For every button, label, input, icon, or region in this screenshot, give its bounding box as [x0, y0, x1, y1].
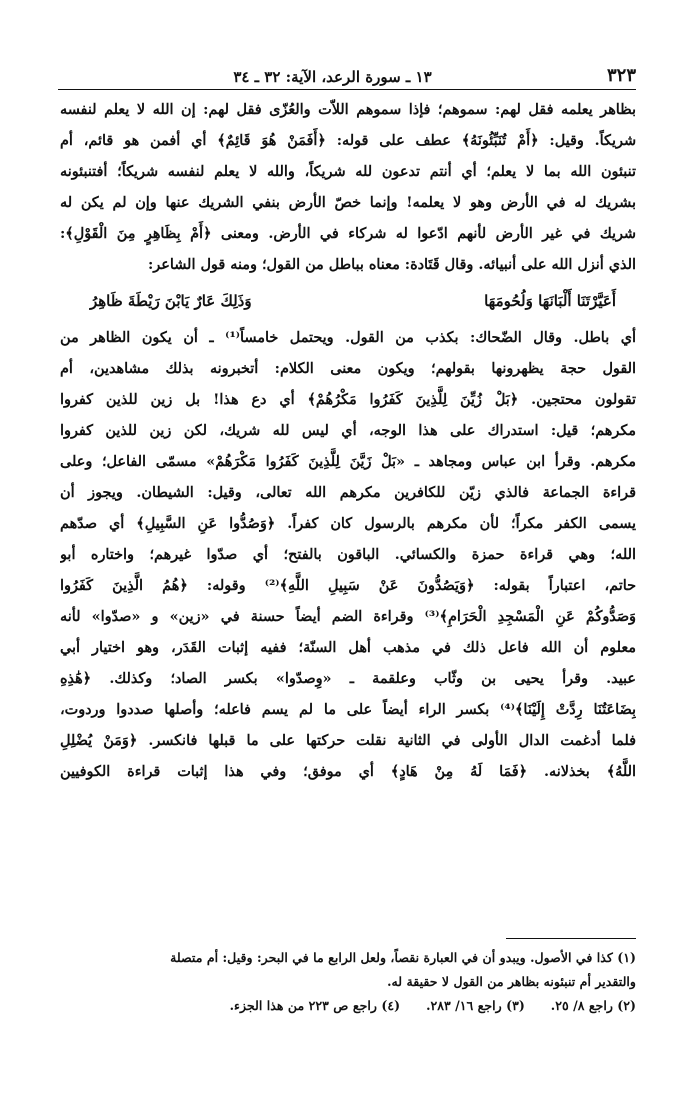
footnote-1: (١) كذا في الأصول. ويبدو أن في العبارة نقصاً، ولعل الرابع ما في البحر: وقيل: أم متصلة — [170, 950, 636, 965]
text-line: أي باطل. وقال الضّحاك: بكذب من القول. ويحتمل خامساً⁽¹⁾ ـ أن يكون الظاهر من — [60, 329, 636, 346]
text-line: الله؛ وهي قراءة حمزة والكسائي. الباقون بالفتح؛ أي صدّوا غيرهم؛ واختاره أبو — [60, 546, 636, 563]
verse-second-hemistich: وَذَلِكَ عَارٌ يَابْنَ رَيْطَةَ ظَاهِرُ — [90, 292, 252, 310]
text-line: معلوم أن الله فاعل ذلك في مذهب أهل السنّة؛ ففيه إثبات القَدَر، وهو اختيار أبي — [60, 639, 636, 656]
text-line: مكرهم؛ قيل: استدراك على هذا الوجه، أي ليس لله شريك، لكن زين للذين كفروا — [60, 422, 636, 439]
poetry-verse — [60, 280, 636, 322]
footnote-3: (٣) راجع ١٦/ ٢٨٣. — [426, 998, 525, 1013]
text-line: حاتم، اعتباراً بقوله: ﴿وَيَصُدُّونَ عَنْ سَبِيلِ اللَّهِ﴾⁽²⁾ وقوله: ﴿هُمُ الَّذِينَ كَفَرُوا — [60, 577, 636, 594]
page-number: ٣٢٣ — [606, 65, 636, 86]
footnote-1-continued: والتقدير أم تنبئونه بظاهر من القول لا حقيقة له. — [387, 974, 636, 989]
text-line: تقولون محتجين. ﴿بَلْ زُيِّنَ لِلَّذِينَ كَفَرُوا مَكْرُهُمْ﴾ أي دع هذا! بل زين للذين كفروا — [60, 391, 636, 408]
footnote-2: (٢) راجع ٨/ ٢٥. — [550, 998, 636, 1013]
text-line: بظاهر يعلمه فقل لهم: سموهم؛ فإذا سموهم اللاّت والعُزّى فقل لهم: إن الله لا يعلم لنفسه — [60, 101, 636, 118]
footnote-references — [60, 994, 636, 1018]
text-line: بشريك له في الأرض وهو لا يعلمه! وإنما خصّ الأرض بنفي الشريك عنها وإن لم يكن له — [60, 194, 636, 211]
footnote-4: (٤) راجع ص ٢٢٣ من هذا الجزء. — [229, 998, 401, 1013]
text-line: يسمى الكفر مكراً؛ لأن مكرهم بالرسول كان كفراً. ﴿وَصُدُّوا عَنِ السَّبِيلِ﴾ أي صدّهم — [60, 515, 636, 532]
page-header — [58, 58, 636, 86]
text-line: عبيد. وقرأ يحيى بن وثّاب وعلقمة ـ «وِصدّوا» بكسر الصاد؛ وكذلك. ﴿هَٰذِهِ — [60, 670, 636, 687]
header-divider — [58, 89, 636, 90]
footnotes — [60, 946, 636, 1018]
text-line: شريك في غير الأرض لأنهم ادّعوا له شركاء في الأرض. ومعنى ﴿أَمْ بِظَاهِرٍ مِنَ الْقَوْلِ﴾: — [60, 225, 636, 242]
main-text — [60, 94, 636, 787]
text-line: اللَّهُ﴾ بخذلانه. ﴿فَمَا لَهُ مِنْ هَادٍ﴾ أي موفق؛ وفي هذا إثبات قراءة الكوفيين — [60, 763, 636, 780]
text-line: بِضَاعَتُنَا رِدَّتْ إِلَيْنَا﴾⁽⁴⁾ بكسر الراء أيضاً على ما لم يسم فاعله؛ وأصلها صددوا وردوت، — [60, 701, 636, 718]
footnote-divider — [506, 938, 636, 939]
text-line: القول حجة يظهرونها بقولهم؛ ويكون معنى الكلام: أتخبرونه بذلك مشاهدين، أم — [60, 360, 636, 377]
text-line: تنبئون الله بما لا يعلم؛ أي أنتم تدعون لله شريكاً، والله لا يعلم لنفسه شريكاً؛ أفتنبئونه — [60, 163, 636, 180]
text-line: شريكاً. وقيل: ﴿أَمْ تُنَبِّئُونَهُ﴾ عطف على قوله: ﴿أَفَمَنْ هُوَ قَائِمٌ﴾ أي أفمن هو قائم، أم — [60, 132, 636, 149]
text-line: الذي أنزل الله على أنبيائه. وقال قَتَادة: معناه بباطل من القول؛ ومنه قول الشاعر: — [148, 256, 636, 273]
text-line: فلما أدغمت الدال الأولى في الثانية نقلت حركتها على ما قبلها فانكسر. ﴿وَمَنْ يُضْلِلِ — [60, 732, 636, 749]
text-line: قراءة الجماعة فالذي زيّن للكافرين مكرهم الله تعالى، وقيل: الشيطان. ويجوز أن — [60, 484, 636, 501]
running-title: ١٣ ـ سورة الرعد، الآية: ٣٢ ـ ٣٤ — [233, 68, 432, 86]
text-line: مكرهم. وقرأ ابن عباس ومجاهد ـ «بَلْ زَيَّنَ لِلَّذِينَ كَفَرُوا مَكْرَهُمْ» مسمّى الفاعل؛ وعلى — [60, 453, 636, 470]
text-line: وَصَدُّوكُمْ عَنِ الْمَسْجِدِ الْحَرَامِ﴾⁽³⁾ وقراءة الضم أيضاً حسنة في «زين» و «صدّوا» لأنه — [60, 608, 636, 625]
verse-first-hemistich: أَعَيَّرْتَنَا أَلْبَانَهَا وَلُحُومَهَا — [484, 292, 616, 310]
